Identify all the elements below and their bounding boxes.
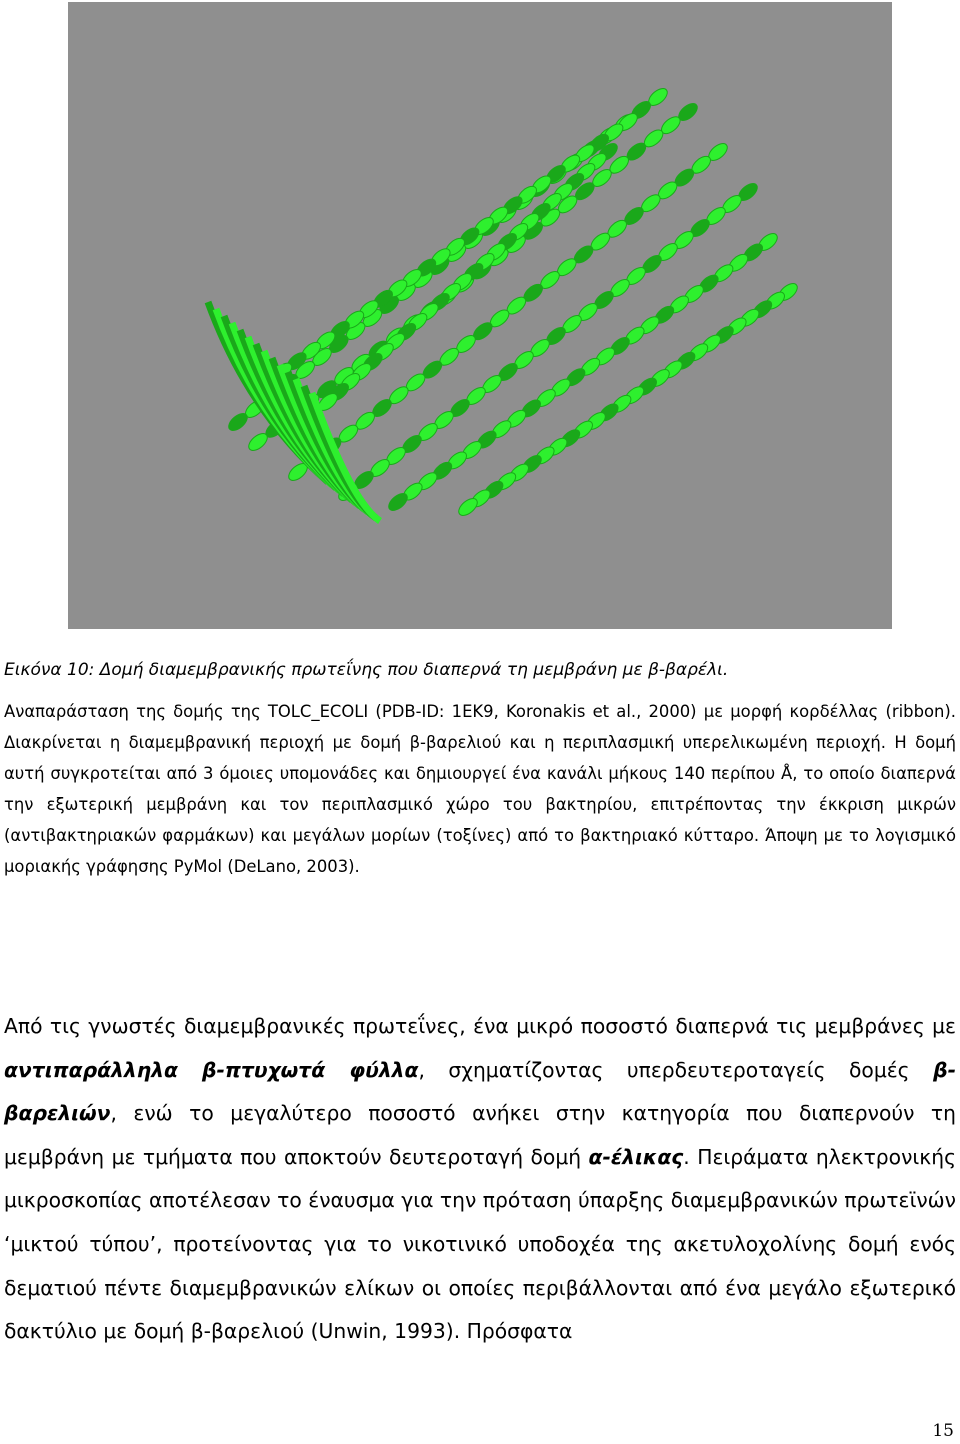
body-paragraph <box>4 1005 956 1354</box>
figure-caption-title: Εικόνα 10: Δομή διαμεμβρανικής πρωτεΐνης που διαπερνά τη μεμβράνη με β-βαρέλι. <box>4 660 729 680</box>
figure-background <box>68 2 892 629</box>
body-text-1: Από τις γνωστές διαμεμβρανικές πρωτεΐνες, ένα μικρό ποσοστό διαπερνά τις μεμβράνες με <box>4 1014 956 1038</box>
body-text-3: , ενώ το μεγαλύτερο ποσοστό ανήκει στην κατηγορία που διαπερνούν τη μεμβράνη με τμήματα που αποκτούν δευτεροταγή δομή <box>4 1101 956 1169</box>
term-beta-barrels: β-βαρελιών <box>4 1057 956 1126</box>
tolc-ribbon-image <box>68 2 892 629</box>
protein-structure-figure <box>68 2 892 629</box>
body-text-2: , σχηματίζοντας υπερδευτεροταγείς δομές <box>418 1057 934 1082</box>
body-text-4: . Πειράματα ηλεκτρονικής μικροσκοπίας αποτέλεσαν το έναυσμα για την πρόταση ύπαρξης διαμεμβρανικών πρωτεϊνών ‘μικτού τύπου’, προτείνοντας για το νικοτινικό υποδοχέα της ακετυλοχολίνης δομή ενός δεματιού πέντε διαμεμβρανικών ελίκων οι οποίες περιβάλλονται από ένα μεγάλο εξωτερικό δακτύλιο με δομή β-βαρελιού (Unwin, 1993). Πρόσφατα <box>4 1144 956 1344</box>
term-alpha-helix: α-έλικας <box>588 1144 684 1169</box>
page-number: 15 <box>932 1421 954 1441</box>
figure-caption-body: Αναπαράσταση της δομής της TOLC_ECOLI (PDB-ID: 1EK9, Koronakis et al., 2000) με μορφή κορδέλλας (ribbon). Διακρίνεται η διαμεμβρανική περιοχή με δομή β-βαρελιού και η περιπλασμική υπερελικωμένη περιοχή. Η δομή αυτή συγκροτείται από 3 όμοιες υπομονάδες και δημιουργεί ένα κανάλι μήκους 140 περίπου Å, το οποίο διαπερνά την εξωτερική μεμβράνη και τον περιπλασμικό χώρο του βακτηρίου, επιτρέποντας την έκκριση μικρών (αντιβακτηριακών φαρμάκων) και μεγάλων μορίων (τοξίνες) από το βακτηριακό κύτταρο. Άποψη με το λογισμικό μοριακής γράφησης PyMol (DeLano, 2003). <box>4 702 956 876</box>
term-antiparallel-sheets: αντιπαράλληλα β-πτυχωτά φύλλα <box>4 1057 419 1082</box>
